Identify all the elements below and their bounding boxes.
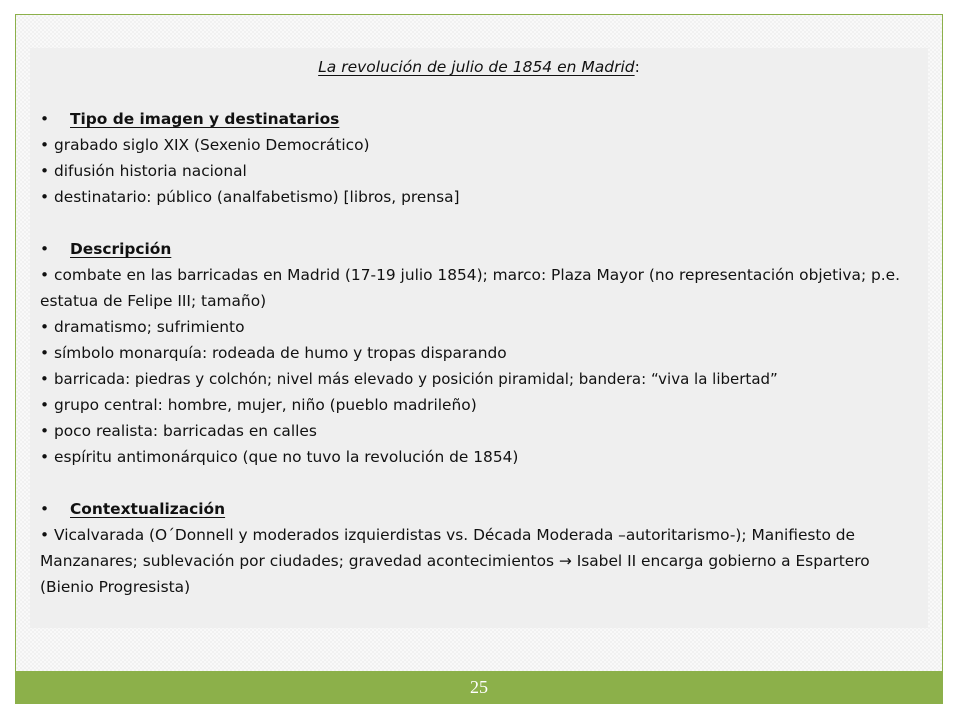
slide-body <box>40 106 910 600</box>
list-item <box>40 444 910 470</box>
list-item-text: dramatismo; sufrimiento <box>54 318 245 336</box>
list-item-text: barricada: piedras y colchón; nivel más elevado y posición piramidal; bandera: “viva la libertad” <box>54 370 778 388</box>
page-number: 25 <box>470 677 488 697</box>
list-item <box>40 366 910 392</box>
list-item-text: Vicalvarada (O´Donnell y moderados izquierdistas vs. Década Moderada –autoritarismo-); Manifiesto de Manzanares; sublevación por ciudades; gravedad acontecimientos → Isabel II encarga gobierno a Espartero (Bienio Progresista) <box>40 526 870 596</box>
bullet-glyph: • <box>40 110 50 128</box>
list-item-text: difusión historia nacional <box>54 162 247 180</box>
section-heading-text: Tipo de imagen y destinatarios <box>70 110 340 128</box>
bullet-glyph: • <box>40 162 50 180</box>
slide-title-colon: : <box>634 58 640 76</box>
list-item-text: poco realista: barricadas en calles <box>54 422 317 440</box>
spacer <box>40 470 910 496</box>
footer-bar <box>15 671 943 704</box>
list-item-text: grabado siglo XIX (Sexenio Democrático) <box>54 136 370 154</box>
section-heading-contextualizacion <box>40 496 910 522</box>
list-item-text: destinatario: público (analfabetismo) [libros, prensa] <box>54 188 460 206</box>
bullet-glyph: • <box>40 266 50 284</box>
list-item <box>40 184 910 210</box>
bullet-glyph: • <box>40 344 50 362</box>
bullet-glyph: • <box>40 448 50 466</box>
bullet-glyph: • <box>40 136 50 154</box>
list-item <box>40 158 910 184</box>
bullet-glyph: • <box>40 370 49 388</box>
section-heading-text: Contextualización <box>70 500 226 518</box>
list-item <box>40 314 910 340</box>
list-item <box>40 392 910 418</box>
bullet-glyph: • <box>40 500 50 518</box>
list-item-text: símbolo monarquía: rodeada de humo y tropas disparando <box>54 344 507 362</box>
spacer <box>40 210 910 236</box>
list-item <box>40 262 910 314</box>
list-item <box>40 522 910 600</box>
slide-title-text: La revolución de julio de 1854 en Madrid <box>318 58 635 76</box>
section-heading-tipo <box>40 106 910 132</box>
bullet-glyph: • <box>40 526 50 544</box>
bullet-glyph: • <box>40 240 50 258</box>
bullet-glyph: • <box>40 396 50 414</box>
list-item-text: grupo central: hombre, mujer, niño (pueblo madrileño) <box>54 396 477 414</box>
list-item <box>40 418 910 444</box>
bullet-glyph: • <box>40 188 50 206</box>
section-heading-text: Descripción <box>70 240 172 258</box>
list-item-text: combate en las barricadas en Madrid (17-19 julio 1854); marco: Plaza Mayor (no representación objetiva; p.e. estatua de Felipe III; tamaño) <box>40 266 901 310</box>
slide-title <box>30 58 928 76</box>
list-item <box>40 132 910 158</box>
bullet-glyph: • <box>40 318 50 336</box>
list-item-text: espíritu antimonárquico (que no tuvo la revolución de 1854) <box>54 448 519 466</box>
list-item <box>40 340 910 366</box>
section-heading-descripcion <box>40 236 910 262</box>
bullet-glyph: • <box>40 422 50 440</box>
